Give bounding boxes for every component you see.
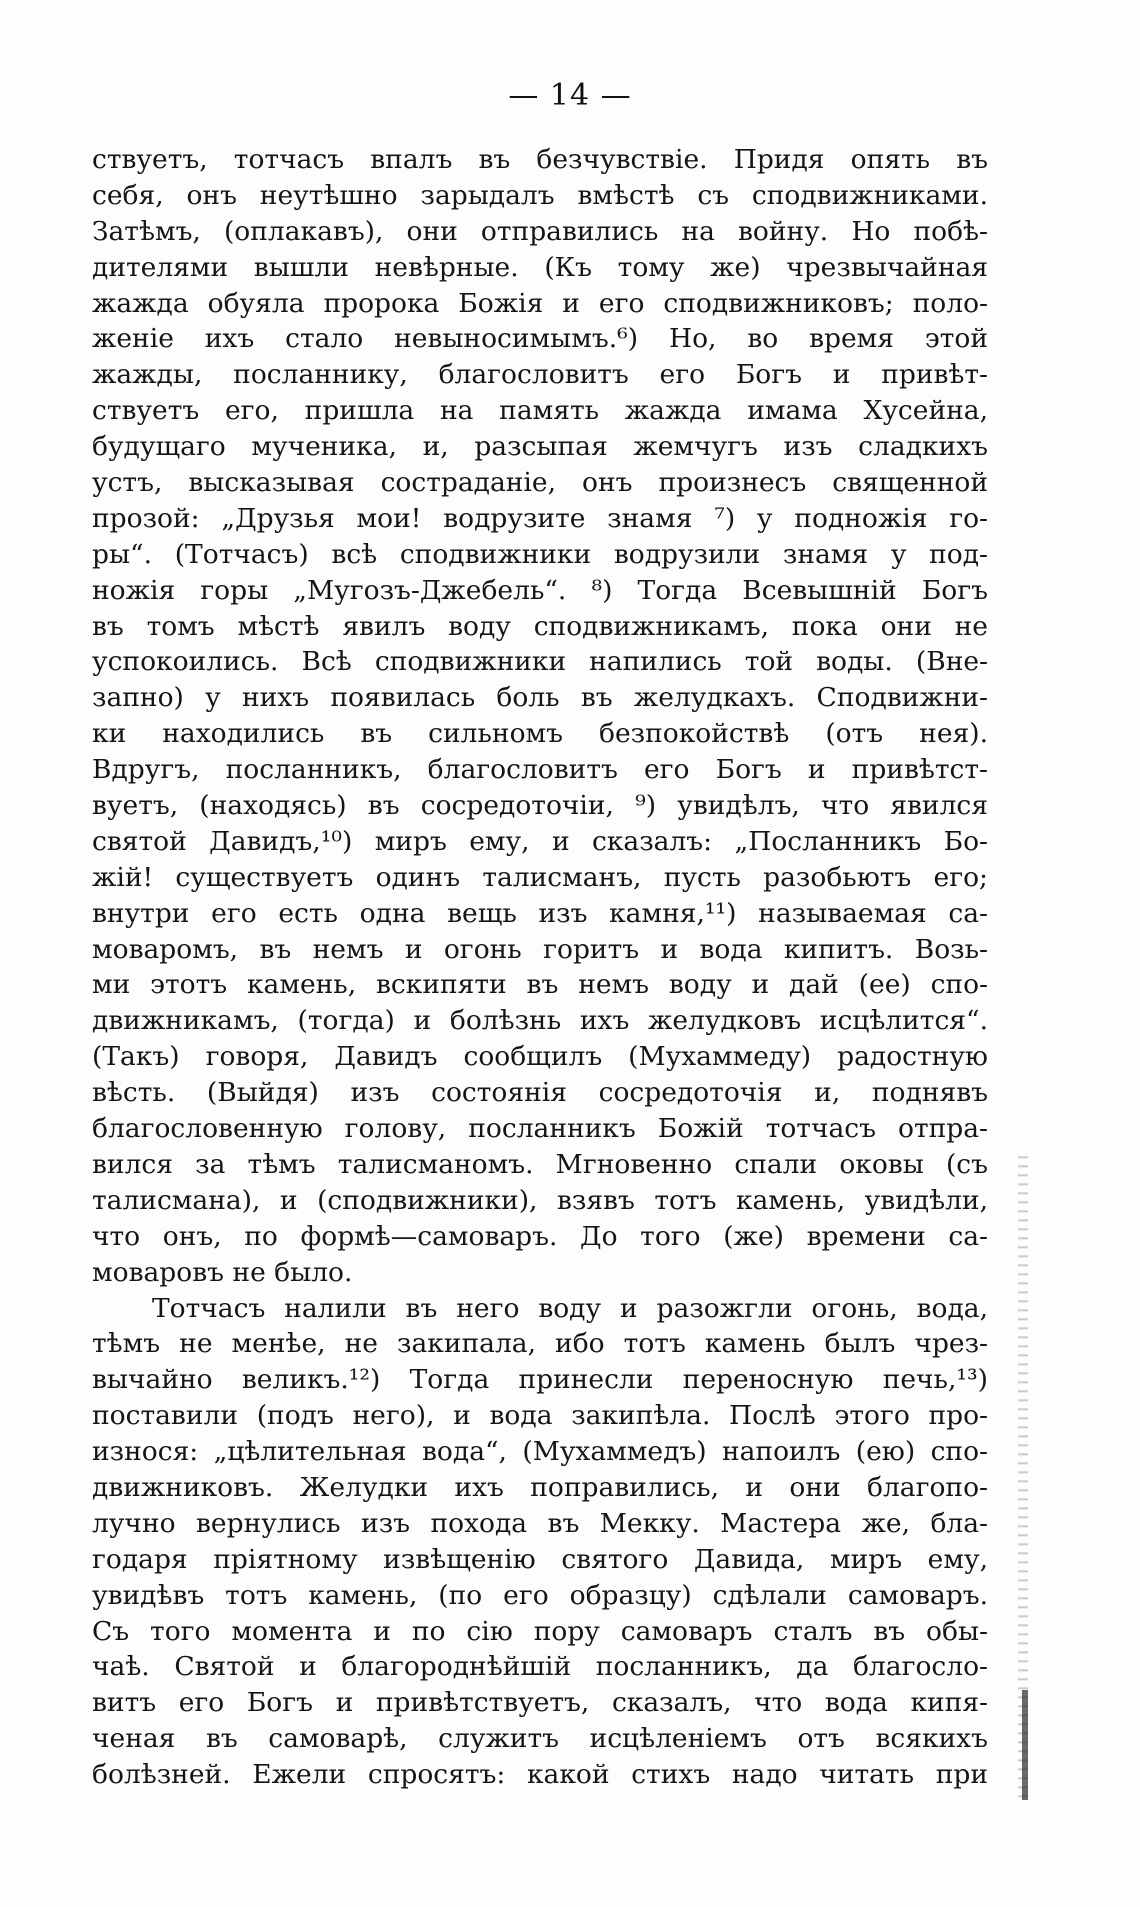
- text-line: запно) у нихъ появилась боль въ желудкахъ. Сподвижни-: [92, 682, 988, 714]
- text-line: износя: „цѣлительная вода“, (Мухаммедъ) напоилъ (ею) спо-: [92, 1436, 988, 1468]
- text-line: лучно вернулись изъ похода въ Мекку. Мастера же, бла-: [92, 1507, 988, 1539]
- text-line: движникамъ, (тогда) и болѣзнь ихъ желудковъ исцѣлится“.: [92, 1005, 988, 1037]
- text-line: витъ его Богъ и привѣтствуетъ, сказалъ, что вода кипя-: [92, 1687, 988, 1719]
- text-line: движниковъ. Желудки ихъ поправились, и они благопо-: [92, 1471, 988, 1503]
- text-line: вуетъ, (находясь) въ сосредоточіи, ⁹) увидѣлъ, что явился: [92, 790, 988, 822]
- text-line: талисмана), и (сподвижники), взявъ тотъ камень, увидѣли,: [92, 1184, 988, 1216]
- text-line: ствуетъ его, пришла на память жажда имама Хусейна,: [92, 395, 988, 427]
- text-line: годаря пріятному извѣщенію святого Давида, миръ ему,: [92, 1543, 988, 1575]
- page-number: — 14 —: [508, 78, 632, 113]
- text-line: дителями вышли невѣрные. (Къ тому же) чрезвычайная: [92, 251, 988, 283]
- text-line: (Такъ) говоря, Давидъ сообщилъ (Мухаммеду) радостную: [92, 1041, 988, 1073]
- text-line: благословенную голову, посланникъ Божій тотчасъ отпра-: [92, 1113, 988, 1145]
- text-line: ножія горы „Мугозъ-Джебель“. ⁸) Тогда Всевышній Богъ: [92, 574, 988, 606]
- text-line: тѣмъ не менѣе, не закипала, ибо тотъ камень былъ чрез-: [92, 1328, 988, 1360]
- text-line: ки находились въ сильномъ безпокойствѣ (отъ нея).: [92, 718, 988, 750]
- text-line: ры“. (Тотчасъ) всѣ сподвижники водрузили знамя у под-: [92, 538, 988, 570]
- text-line: жажда обуяла пророка Божія и его сподвижниковъ; поло-: [92, 287, 988, 319]
- text-line: жій! существуетъ одинъ талисманъ, пусть разобьютъ его;: [92, 861, 988, 893]
- text-line: женіе ихъ стало невыносимымъ.⁶) Но, во время этой: [92, 323, 988, 355]
- text-line: болѣзней. Ежели спросятъ: какой стихъ надо читать при: [92, 1759, 988, 1791]
- text-line: ми этотъ камень, вскипяти въ немъ воду и дай (ее) спо-: [92, 969, 988, 1001]
- text-line: устъ, высказывая состраданіе, онъ произнесъ священной: [92, 467, 988, 499]
- body-text: [92, 142, 988, 1793]
- text-line: увидѣвъ тотъ камень, (по его образцу) сдѣлали самоваръ.: [92, 1579, 988, 1611]
- text-line: ченая въ самоварѣ, служитъ исцѣленіемъ отъ всякихъ: [92, 1723, 988, 1755]
- text-line: святой Давидъ,¹⁰) миръ ему, и сказалъ: „Посланникъ Бо-: [92, 825, 988, 857]
- text-line: моваромъ, въ немъ и огонь горитъ и вода кипитъ. Возь-: [92, 933, 988, 965]
- paragraph-start-line: Тотчасъ налили въ него воду и разожгли огонь, вода,: [152, 1292, 988, 1324]
- text-line: вѣсть. (Выйдя) изъ состоянія сосредоточія и, поднявъ: [92, 1077, 988, 1109]
- text-line: чаѣ. Святой и благороднѣйшій посланникъ, да благосло-: [92, 1651, 988, 1683]
- text-line: вычайно великъ.¹²) Тогда принесли переносную печь,¹³): [92, 1364, 988, 1396]
- text-line: ствуетъ, тотчасъ впалъ въ безчувствіе. Придя опять въ: [92, 144, 988, 175]
- text-line: Съ того момента и по сію пору самоваръ сталъ въ обы-: [92, 1615, 988, 1647]
- text-line: вился за тѣмъ талисманомъ. Мгновенно спали оковы (съ: [92, 1148, 988, 1180]
- text-line: въ томъ мѣстѣ явилъ воду сподвижникамъ, пока они не: [92, 610, 988, 642]
- text-line: поставили (подъ него), и вода закипѣла. Послѣ этого про-: [92, 1400, 988, 1432]
- text-line: успокоились. Всѣ сподвижники напились той воды. (Вне-: [92, 646, 988, 678]
- text-line: Вдругъ, посланникъ, благословитъ его Богъ и привѣтст-: [92, 754, 988, 786]
- text-line: себя, онъ неутѣшно зарыдалъ вмѣстѣ съ сподвижниками.: [92, 179, 988, 211]
- scan-edge-shadow: [1022, 1690, 1028, 1800]
- text-line: Затѣмъ, (оплакавъ), они отправились на войну. Но побѣ-: [92, 215, 988, 247]
- text-line: будущаго мученика, и, разсыпая жемчугъ изъ сладкихъ: [92, 431, 988, 463]
- text-line: что онъ, по формѣ—самоваръ. До того (же) времени са-: [92, 1220, 988, 1252]
- paragraph-end-line: моваровъ не было.: [92, 1256, 353, 1288]
- text-line: прозой: „Друзья мои! водрузите знамя ⁷) у подножія го-: [92, 502, 988, 534]
- text-line: жажды, посланнику, благословитъ его Богъ и привѣт-: [92, 359, 988, 391]
- text-line: внутри его есть одна вещь изъ камня,¹¹) называемая са-: [92, 897, 988, 929]
